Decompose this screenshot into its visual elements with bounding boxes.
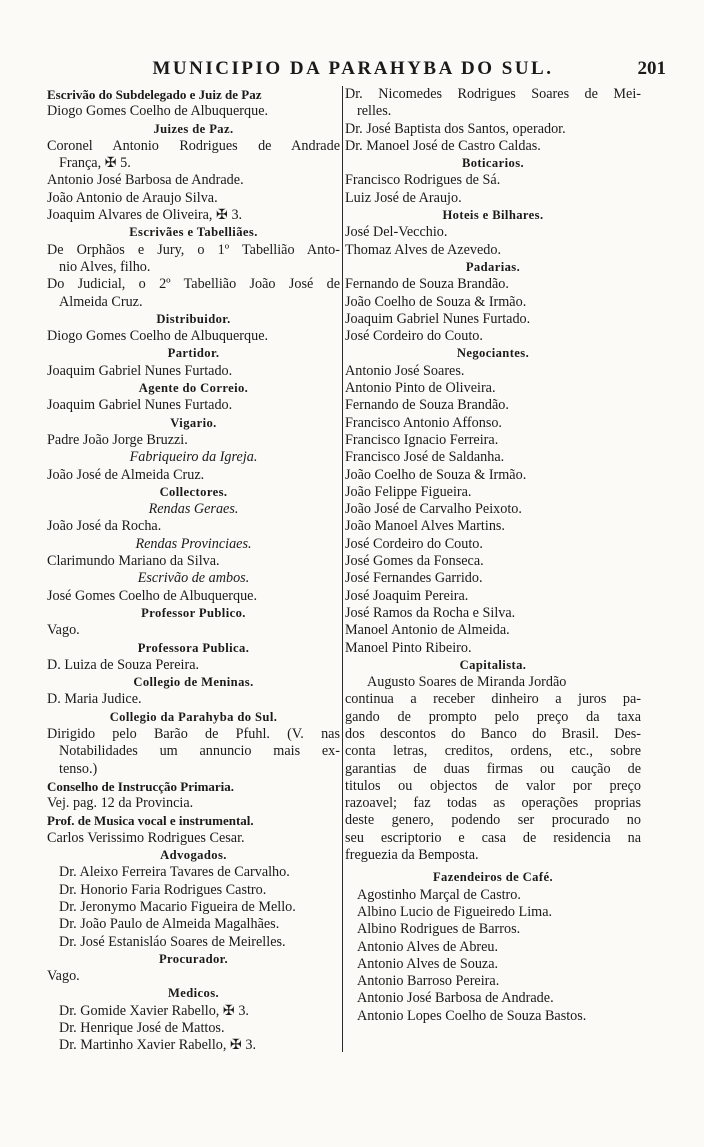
section-heading: Medicos. [167,986,220,1001]
section-heading: Vigario. [170,415,217,430]
paragraph-line: Augusto Soares de Miranda Jordão [367,674,567,691]
entry: João Felippe Figueira. [345,483,472,500]
section-heading: Agente do Correio. [138,381,249,396]
entry: D. Luiza de Souza Pereira. [47,656,200,673]
entry: Clarimundo Mariano da Silva. [47,553,220,570]
entry: João José da Rocha. [47,518,162,535]
entry: José Gomes da Fonseca. [345,553,484,570]
entry: Dr. José Estanisláo Soares de Meirelles. [59,933,286,950]
paragraph-line: gando de prompto pelo preço da taxa [345,708,641,725]
paragraph-line: seu escriptorio e casa de residencia na [345,829,641,846]
section-heading: Professora Publica. [137,640,250,655]
entry: João Antonio de Araujo Silva. [47,189,218,206]
entry: Antonio Alves de Souza. [357,955,499,972]
section-heading: Collectores. [159,484,228,499]
subsection-heading: Escrivão de ambos. [137,570,250,587]
entry: Luiz José de Araujo. [345,189,462,206]
paragraph-line: deste genero, podendo ser procurado no [345,812,641,829]
paragraph-line: razoavel; faz todas as operações proprias [345,795,641,812]
section-heading: Padarias. [465,259,521,274]
entry: Dr. Manoel José de Castro Caldas. [345,137,541,154]
paragraph-line: garantias de duas firmas ou caução de [345,760,641,777]
entry: Dr. Gomide Xavier Rabello, ✠ 3. [59,1002,249,1019]
entry: Thomaz Alves de Azevedo. [345,241,502,258]
entry-continuation: relles. [357,103,392,120]
entry: Albino Rodrigues de Barros. [357,921,521,938]
section-heading: Collegio da Parahyba do Sul. [109,709,278,724]
section-heading: Distribuidor. [156,311,231,326]
entry: Manoel Pinto Ribeiro. [345,639,472,656]
column-divider [342,86,343,1052]
section-heading: Escrivães e Tabelliães. [129,225,258,240]
paragraph-line: continua a receber dinheiro a juros pa- [345,691,641,708]
entry: Francisco Antonio Affonso. [345,414,502,431]
subsection-heading: Fabriqueiro da Igreja. [129,449,258,466]
entry-continuation: tenso.) [59,760,98,777]
paragraph-line: freguezia da Bemposta. [345,847,479,864]
entry-continuation: Notabilidades um annuncio mais ex- [59,743,340,760]
section-heading: Professor Publico. [141,605,246,620]
entry: D. Maria Judice. [47,691,142,708]
entry: Dr. Nicomedes Rodrigues Soares de Mei- [345,86,641,102]
entry: Manoel Antonio de Almeida. [345,622,510,639]
entry: Antonio José Soares. [345,362,465,379]
section-heading: Conselho de Instrucção Primaria. [47,778,235,794]
entry-continuation: nio Alves, filho. [59,258,151,275]
entry: João José de Carvalho Peixoto. [345,501,522,518]
entry: João José de Almeida Cruz. [47,466,205,483]
entry: José Joaquim Pereira. [345,587,469,604]
entry-continuation: Almeida Cruz. [59,293,143,310]
entry: Padre João Jorge Bruzzi. [47,431,188,448]
entry: Dr. Honorio Faria Rodrigues Castro. [59,881,267,898]
paragraph-line: conta letras, creditos, ordens, etc., sobre [345,743,641,760]
entry: José Cordeiro do Couto. [345,328,483,345]
entry: Francisco José de Saldanha. [345,449,505,466]
paragraph-line: titulos ou objectos de valor por preço [345,777,641,794]
entry: Antonio Lopes Coelho de Souza Bastos. [357,1007,587,1024]
entry: Francisco Ignacio Ferreira. [345,431,499,448]
entry: José Gomes Coelho de Albuquerque. [47,587,258,604]
entry: Dirigido pelo Barão de Pfuhl. (V. nas [47,725,340,742]
entry: Dr. José Baptista dos Santos, operador. [345,120,566,137]
entry: Francisco Rodrigues de Sá. [345,172,501,189]
entry: Fernando de Souza Brandão. [345,276,509,293]
entry: Antonio Alves de Abreu. [357,938,499,955]
section-heading: Procurador. [158,951,229,966]
entry: José Fernandes Garrido. [345,570,483,587]
entry: João Manoel Alves Martins. [345,518,505,535]
entry: Vej. pag. 12 da Provincia. [47,795,194,812]
entry: Coronel Antonio Rodrigues de Andrade [47,137,340,154]
section-heading: Boticarios. [461,156,525,171]
entry-continuation: França, ✠ 5. [59,155,131,172]
entry: Joaquim Alvares de Oliveira, ✠ 3. [47,207,243,224]
entry: Antonio José Barbosa de Andrade. [357,990,554,1007]
section-heading: Hoteis e Bilhares. [442,208,544,223]
entry: Dr. Jeronymo Macario Figueira de Mello. [59,898,296,915]
entry: Dr. Martinho Xavier Rabello, ✠ 3. [59,1037,257,1054]
entry: Fernando de Souza Brandão. [345,397,509,414]
entry: Joaquim Gabriel Nunes Furtado. [345,310,531,327]
section-heading: Collegio de Meninas. [133,675,254,690]
entry: Vago. [47,622,80,639]
left-column [47,86,340,1055]
page-header [40,58,666,84]
entry: Vago. [47,968,80,985]
subsection-heading: Rendas Provinciaes. [135,535,252,552]
entry: Dr. Henrique José de Mattos. [59,1020,225,1037]
section-heading: Negociantes. [456,346,530,361]
entry: João Coelho de Souza & Irmão. [345,466,527,483]
section-heading: Fazendeiros de Café. [432,870,554,885]
entry: Joaquim Gabriel Nunes Furtado. [47,362,233,379]
entry: Joaquim Gabriel Nunes Furtado. [47,397,233,414]
entry: João Coelho de Souza & Irmão. [345,293,527,310]
page-title: MUNICIPIO DA PARAHYBA DO SUL. [152,58,554,79]
entry: Dr. João Paulo de Almeida Magalhães. [59,916,280,933]
entry: Do Judicial, o 2º Tabellião João José de [47,276,340,293]
section-heading: Partidor. [167,346,220,361]
entry: Dr. Aleixo Ferreira Tavares de Carvalho. [59,864,290,881]
paragraph-line: dos descontos do Banco do Brasil. Des- [345,725,641,742]
entry: Albino Lucio de Figueiredo Lima. [357,903,553,920]
section-heading: Prof. de Musica vocal e instrumental. [47,813,254,829]
entry: Antonio José Barbosa de Andrade. [47,172,244,189]
section-heading: Advogados. [160,848,227,863]
entry: José Del-Vecchio. [345,224,448,241]
entry: José Cordeiro do Couto. [345,535,483,552]
subsection-heading: Rendas Geraes. [148,501,239,518]
entry: Diogo Gomes Coelho de Albuquerque. [47,103,269,120]
entry: José Ramos da Rocha e Silva. [345,604,516,621]
entry: Diogo Gomes Coelho de Albuquerque. [47,328,269,345]
entry: Antonio Pinto de Oliveira. [345,380,496,397]
section-heading: Juizes de Paz. [153,121,234,136]
entry: Antonio Barroso Pereira. [357,973,500,990]
page-number: 201 [637,58,666,79]
entry: De Orphãos e Jury, o 1º Tabellião Anto- [47,241,340,258]
right-column [345,86,641,1025]
section-heading: Capitalista. [459,657,527,672]
entry: Agostinho Marçal de Castro. [357,886,521,903]
entry: Carlos Verissimo Rodrigues Cesar. [47,829,245,846]
section-heading: Escrivão do Subdelegado e Juiz de Paz [47,87,262,102]
